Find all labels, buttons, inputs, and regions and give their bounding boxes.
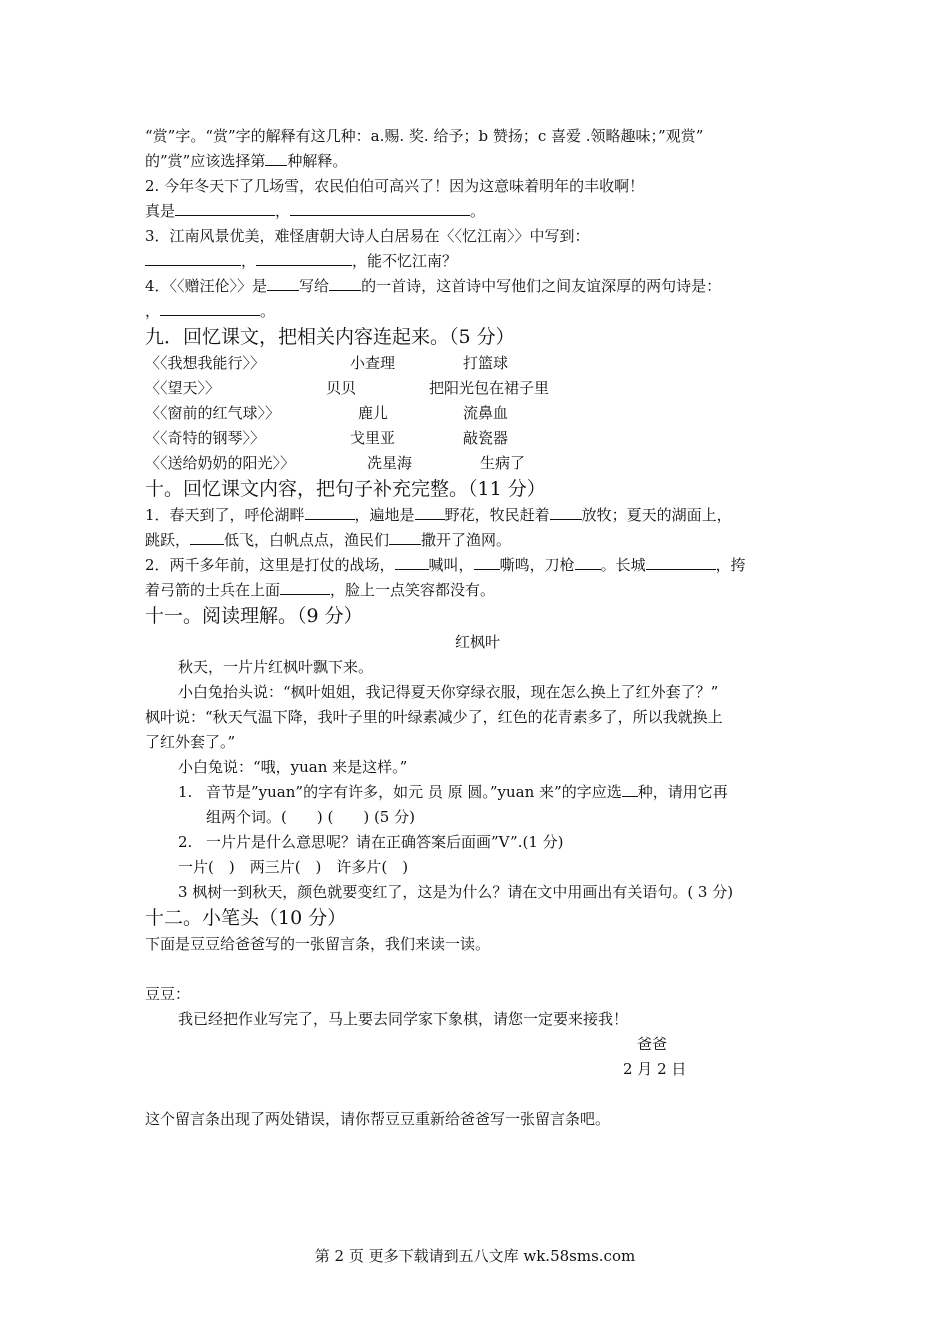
answer-blank: [646, 554, 716, 570]
section-10-heading: 十。回忆课文内容，把句子补充完整。（11 分）: [145, 478, 546, 500]
q10-1-line1: 1．春天到了，呼伦湖畔 ，遍地是 野花，牧民赶着 放牧；夏天的湖面上，: [145, 506, 732, 524]
reading-paragraph-cont: 枫叶说：“秋天气温下降，我叶子里的叶绿素减少了，红色的花青素多了，所以我就换上: [145, 708, 723, 726]
answer-blank: [290, 200, 470, 216]
reading-paragraph: 小白兔说：“哦，yuan 来是这样。”: [178, 758, 408, 776]
matching-table: [145, 351, 810, 476]
matching-row: 〈〈我想我能行〉〉 小查理 打篮球: [145, 354, 509, 372]
answer-blank: [329, 275, 361, 291]
answer-blank: [389, 529, 421, 545]
note-task: 这个留言条出现了两处错误，请你帮豆豆重新给爸爸写一张留言条吧。: [145, 1110, 611, 1128]
answer-blank: [267, 275, 299, 291]
reading-paragraph-cont: 了红外套了。”: [145, 733, 236, 751]
section-9-heading: 九．回忆课文，把相关内容连起来。（5 分）: [145, 326, 515, 348]
note-date: 2 月 2 日: [623, 1060, 687, 1078]
answer-blank: [256, 250, 352, 266]
answer-blank: [415, 504, 445, 520]
reading-paragraph: 小白兔抬头说：“枫叶姐姐，我记得夏天你穿绿衣服，现在怎么换上了红外套了？”: [178, 683, 719, 701]
note-signature-row: [145, 1032, 810, 1057]
q8-1-line2: 的”赏”应该选择第 种解释。: [145, 152, 348, 170]
q8-2-line1: 2. 今年冬天下了几场雪，农民伯伯可高兴了！因为这意味着明年的丰收啊！: [145, 177, 645, 195]
page-footer: 第 2 页 更多下载请到五八文库 wk.58sms.com: [314, 1247, 636, 1265]
answer-blank: [145, 250, 241, 266]
q8-4-line1: 4．〈〈赠汪伦〉〉是 写给 的一首诗，这首诗中写他们之间友谊深厚的两句诗是：: [145, 277, 722, 295]
answer-blank: [395, 554, 429, 570]
answer-blank: [575, 554, 601, 570]
note-body: 我已经把作业写完了，马上要去同学家下象棋，请您一定要来接我！: [178, 1010, 629, 1028]
reading-title: 红枫叶: [454, 633, 500, 651]
q8-3-line2: ， ，能不忆江南？: [145, 249, 810, 274]
matching-row: 〈〈窗前的红气球〉〉 鹿儿 流鼻血: [145, 404, 509, 422]
question-11-1: 1. 音节是”yuan”的字有许多，如元 员 原 圆。”yuan 来”的字应选 种，请用它再: [178, 783, 728, 801]
q8-3-line1: 3．江南风景优美，难怪唐朝大诗人白居易在〈〈忆江南〉〉中写到：: [145, 227, 590, 245]
q10-2-line2: 着弓箭的士兵在上面 ，脸上一点笑容都没有。: [145, 581, 496, 599]
q8-1-line1: “赏”字。“赏”字的解释有这几种：a.赐. 奖. 给予；b 赞扬；c 喜爱 .领略趣味；”观赏”: [145, 127, 704, 145]
answer-blank: [280, 579, 330, 595]
note-signature: 爸爸: [637, 1035, 668, 1053]
answer-blank: [550, 504, 582, 520]
note-date-row: [145, 1057, 810, 1082]
matching-row: 〈〈望天〉〉 贝贝 把阳光包在裙子里: [145, 379, 550, 397]
answer-blank: [305, 504, 355, 520]
answer-blank: [175, 200, 275, 216]
note-salutation: 豆豆：: [145, 985, 191, 1003]
question-11-2-options: 一片( ) 两三片( ) 许多片( ): [178, 858, 409, 876]
question-11-1-line2: 组两个词。( ) ( ) (5 分): [206, 808, 415, 826]
answer-blank: [474, 554, 500, 570]
answer-blank: [265, 150, 287, 166]
answer-blank: [160, 300, 260, 316]
matching-row: 〈〈送给奶奶的阳光〉〉 冼星海 生病了: [145, 454, 526, 472]
answer-blank: [622, 781, 638, 797]
section-12-heading: 十二。小笔头（10 分）: [145, 907, 347, 929]
q10-2-line1: 2．两千多年前，这里是打仗的战场， 喊叫， 嘶鸣，刀枪 。长城 ，挎: [145, 556, 746, 574]
question-11-2: 2. 一片片是什么意思呢？请在正确答案后面画”V”.(1 分): [178, 833, 564, 851]
section-11-heading: 十一。阅读理解。（9 分）: [145, 605, 363, 627]
worksheet-page: [145, 124, 810, 1132]
question-11-3: 3 枫树一到秋天，颜色就要变红了，这是为什么？请在文中用画出有关语句。( 3 分): [178, 883, 734, 901]
reading-paragraph: 秋天，一片片红枫叶飘下来。: [178, 658, 374, 676]
note-intro: 下面是豆豆给爸爸写的一张留言条，我们来读一读。: [145, 935, 491, 953]
answer-blank: [190, 529, 224, 545]
q10-1-line2: 跳跃， 低飞，白帆点点，渔民们 撒开了渔网。: [145, 531, 512, 549]
q8-4-line2: ， 。: [145, 302, 276, 320]
q8-2-line2: 真是 ， 。: [145, 202, 486, 220]
matching-row: 〈〈奇特的钢琴〉〉 戈里亚 敲瓷器: [145, 429, 509, 447]
